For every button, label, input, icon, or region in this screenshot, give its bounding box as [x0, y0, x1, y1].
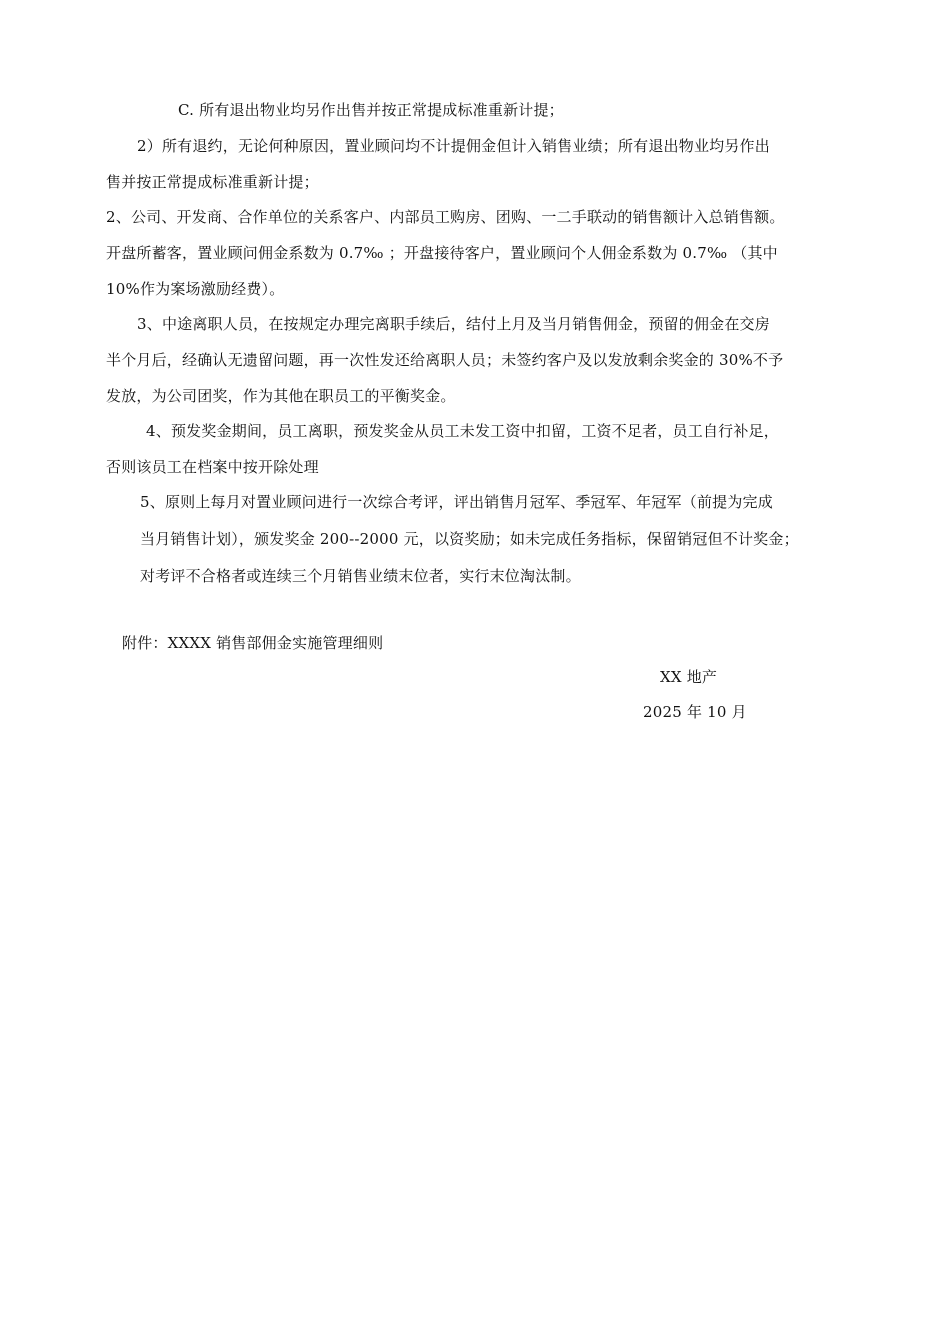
paragraph-line-item3c: 发放，为公司团奖，作为其他在职员工的平衡奖金。 — [106, 387, 456, 405]
paragraph-line-item2a: 2、公司、开发商、合作单位的关系客户、内部员工购房、团购、一二手联动的销售额计入总销售额。 — [106, 208, 785, 226]
paragraph-line-item3a: 3、中途离职人员，在按规定办理完离职手续后，结付上月及当月销售佣金，预留的佣金在交房 — [137, 315, 770, 333]
paragraph-line-2b: 售并按正常提成标准重新计提； — [106, 173, 319, 191]
paragraph-line-item2c: 10%作为案场激励经费）。 — [106, 280, 285, 298]
paragraph-line-2a: 2）所有退约，无论何种原因，置业顾问均不计提佣金但计入销售业绩；所有退出物业均另作出 — [137, 137, 770, 155]
signature-company: XX 地产 — [660, 668, 718, 686]
paragraph-line-c: C. 所有退出物业均另作出售并按正常提成标准重新计提； — [178, 101, 564, 119]
paragraph-line-item4b: 否则该员工在档案中按开除处理 — [106, 458, 319, 476]
paragraph-line-item5a: 5、原则上每月对置业顾问进行一次综合考评，评出销售月冠军、季冠军、年冠军（前提为完成 — [140, 493, 773, 511]
paragraph-line-item2b: 开盘所蓄客，置业顾问佣金系数为 0.7‰ ；开盘接待客户，置业顾问个人佣金系数为 0.7‰ （其中 — [106, 244, 778, 262]
paragraph-line-item5c: 对考评不合格者或连续三个月销售业绩末位者，实行末位淘汰制。 — [140, 567, 581, 585]
attachment-line: 附件：XXXX 销售部佣金实施管理细则 — [122, 634, 384, 652]
signature-date: 2025 年 10 月 — [643, 703, 747, 721]
paragraph-line-item3b: 半个月后，经确认无遗留问题，再一次性发还给离职人员；未签约客户及以发放剩余奖金的 30%不予 — [106, 351, 784, 369]
paragraph-line-item5b: 当月销售计划），颁发奖金 200--2000 元，以资奖励；如未完成任务指标，保留销冠但不计奖金； — [140, 530, 799, 548]
paragraph-line-item4a: 4、预发奖金期间，员工离职，预发奖金从员工未发工资中扣留，工资不足者，员工自行补足， — [146, 422, 779, 440]
